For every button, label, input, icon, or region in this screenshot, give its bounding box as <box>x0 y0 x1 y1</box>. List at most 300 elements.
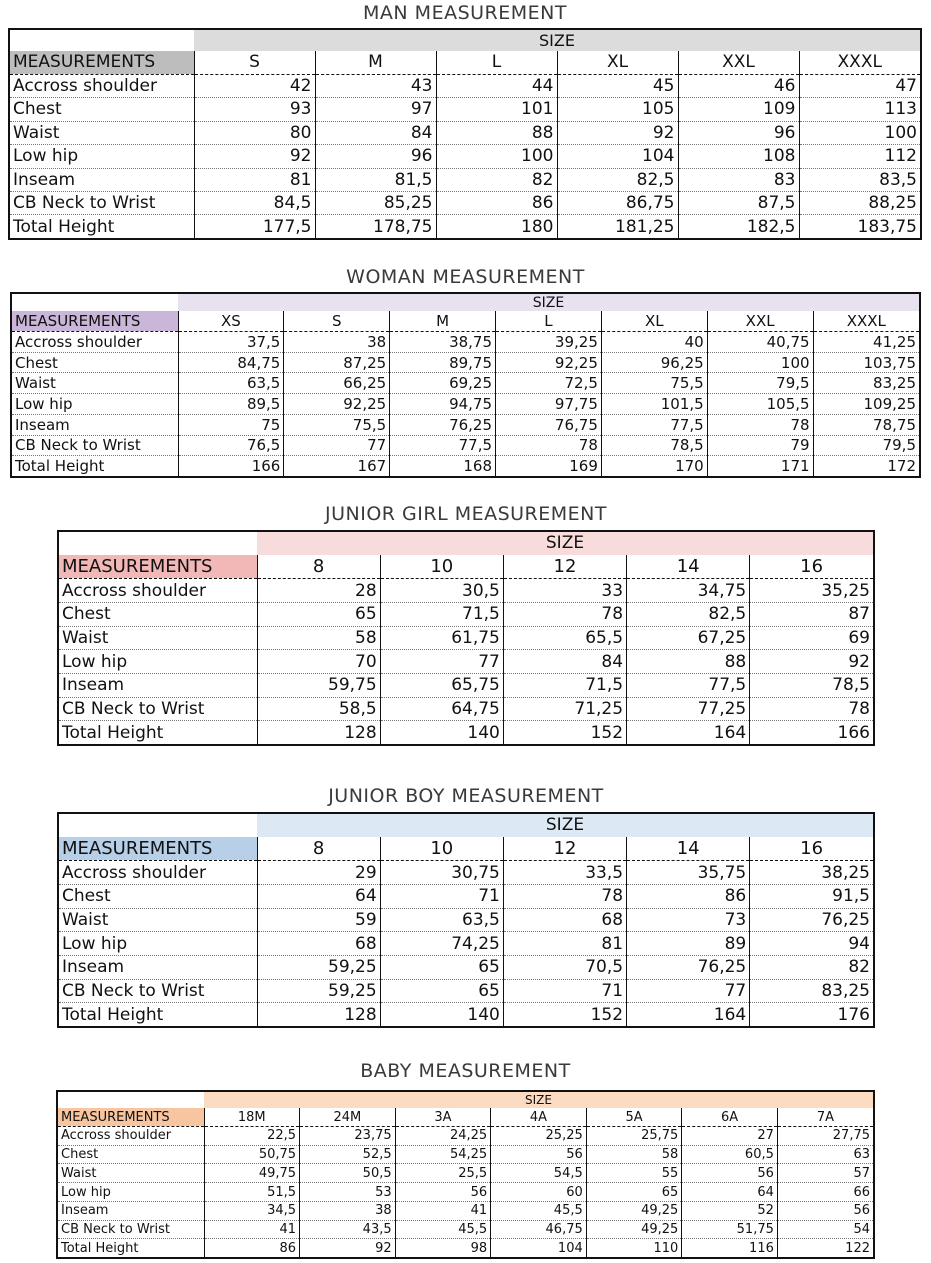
row-label: Low hip <box>59 650 257 674</box>
measurement-grid <box>59 532 873 744</box>
value-cell: 77 <box>627 979 750 1003</box>
value-cell: 104 <box>557 145 678 168</box>
table-row <box>10 192 920 215</box>
table-row <box>59 932 873 956</box>
row-label: Total Height <box>13 216 115 237</box>
size-band-row <box>10 30 920 51</box>
value-cell: 92 <box>300 1239 396 1257</box>
value-cell: 27 <box>682 1127 778 1146</box>
table-row <box>59 721 873 744</box>
size-header: 7A <box>777 1108 873 1126</box>
table-row <box>59 579 873 603</box>
value-cell: 79,5 <box>813 435 919 456</box>
measurement-grid <box>58 1092 873 1257</box>
value-cell: 92 <box>557 121 678 144</box>
value-cell: 55 <box>586 1164 682 1183</box>
value-cell: 152 <box>503 1003 626 1026</box>
section-title: WOMAN MEASUREMENT <box>346 266 585 288</box>
value-cell: 64,75 <box>380 697 503 721</box>
value-cell: 103,75 <box>813 352 919 373</box>
table-row <box>58 1145 873 1164</box>
value-cell: 44 <box>436 74 557 97</box>
value-cell: 92,25 <box>496 352 602 373</box>
section-title: BABY MEASUREMENT <box>360 1060 571 1082</box>
value-cell: 34,5 <box>204 1201 300 1220</box>
value-cell: 76,5 <box>178 435 284 456</box>
size-band-label: SIZE <box>257 532 873 555</box>
value-cell: 41,25 <box>813 332 919 353</box>
value-cell: 92 <box>194 145 315 168</box>
table-row <box>58 1183 873 1202</box>
size-chart-table <box>57 530 875 746</box>
blank-cell <box>59 814 257 837</box>
row-label: Inseam <box>58 1201 204 1220</box>
value-cell: 86 <box>204 1239 300 1257</box>
value-cell: 40,75 <box>707 332 813 353</box>
value-cell: 82,5 <box>627 602 750 626</box>
value-cell: 24,25 <box>395 1127 491 1146</box>
row-label: Waist <box>10 121 194 144</box>
size-header: L <box>436 51 557 74</box>
value-cell: 65 <box>380 955 503 979</box>
value-cell: 77 <box>380 650 503 674</box>
value-cell: 28 <box>257 579 380 603</box>
section-woman <box>10 266 921 478</box>
table-row <box>12 352 919 373</box>
value-cell: 97,75 <box>496 394 602 415</box>
header-row <box>59 555 873 579</box>
header-row <box>59 837 873 861</box>
value-cell: 81,5 <box>315 168 436 191</box>
value-cell: 100 <box>799 121 920 144</box>
table-row <box>12 394 919 415</box>
value-cell: 83 <box>678 168 799 191</box>
value-cell: 77,25 <box>627 697 750 721</box>
value-cell: 71 <box>503 979 626 1003</box>
value-cell: 76,75 <box>496 414 602 435</box>
value-cell: 35,25 <box>750 579 873 603</box>
value-cell: 64 <box>682 1183 778 1202</box>
value-cell: 58,5 <box>257 697 380 721</box>
value-cell: 68 <box>257 932 380 956</box>
value-cell: 43 <box>315 74 436 97</box>
value-cell: 22,5 <box>204 1127 300 1146</box>
value-cell: 35,75 <box>627 861 750 885</box>
size-header: XXL <box>707 311 813 331</box>
row-label: Waist <box>59 626 257 650</box>
size-header: 5A <box>586 1108 682 1126</box>
value-cell: 71,5 <box>503 673 626 697</box>
table-row <box>10 98 920 121</box>
value-cell: 78 <box>750 697 873 721</box>
value-cell: 47 <box>799 74 920 97</box>
value-cell: 87 <box>750 602 873 626</box>
size-header: XS <box>178 311 284 331</box>
value-cell: 92 <box>750 650 873 674</box>
row-label: CB Neck to Wrist <box>58 1220 204 1239</box>
size-header: 16 <box>750 555 873 579</box>
size-header: 14 <box>627 837 750 861</box>
size-header: XL <box>557 51 678 74</box>
size-band-label: SIZE <box>257 814 873 837</box>
value-cell: 50,5 <box>300 1164 396 1183</box>
value-cell: 41 <box>204 1220 300 1239</box>
value-cell: 71,5 <box>380 602 503 626</box>
size-band-row <box>59 814 873 837</box>
value-cell: 33 <box>503 579 626 603</box>
value-cell: 38 <box>300 1201 396 1220</box>
value-cell: 64 <box>257 884 380 908</box>
value-cell: 86,75 <box>557 192 678 215</box>
table-row <box>59 626 873 650</box>
value-cell: 38,25 <box>750 861 873 885</box>
header-row <box>58 1108 873 1126</box>
table-row <box>58 1201 873 1220</box>
value-cell: 37,5 <box>178 332 284 353</box>
row-label: Chest <box>59 602 257 626</box>
table-row <box>12 435 919 456</box>
value-cell: 78 <box>503 602 626 626</box>
value-cell: 65 <box>586 1183 682 1202</box>
value-cell: 49,25 <box>586 1220 682 1239</box>
value-cell: 84,75 <box>178 352 284 373</box>
value-cell: 152 <box>503 721 626 744</box>
measurements-header: MEASUREMENTS <box>59 555 257 579</box>
value-cell: 56 <box>395 1183 491 1202</box>
row-label: Accross shoulder <box>12 332 178 353</box>
value-cell: 100 <box>707 352 813 373</box>
value-cell: 183,75 <box>799 215 920 238</box>
row-label: Low hip <box>10 145 194 168</box>
value-cell: 164 <box>627 1003 750 1026</box>
row-label: Total Height <box>62 1004 164 1025</box>
value-cell: 77,5 <box>390 435 496 456</box>
value-cell: 176 <box>750 1003 873 1026</box>
value-cell: 23,75 <box>300 1127 396 1146</box>
value-cell: 50,75 <box>204 1145 300 1164</box>
value-cell: 60 <box>491 1183 587 1202</box>
table-row <box>58 1127 873 1146</box>
value-cell: 86 <box>436 192 557 215</box>
row-label: Inseam <box>10 168 194 191</box>
value-cell: 77,5 <box>601 414 707 435</box>
value-cell: 70,5 <box>503 955 626 979</box>
value-cell: 79 <box>707 435 813 456</box>
value-cell: 128 <box>257 1003 380 1026</box>
value-cell: 30,5 <box>380 579 503 603</box>
value-cell: 178,75 <box>315 215 436 238</box>
section-title: MAN MEASUREMENT <box>363 2 567 24</box>
value-cell: 108 <box>678 145 799 168</box>
value-cell: 79,5 <box>707 373 813 394</box>
value-cell: 54 <box>777 1220 873 1239</box>
value-cell: 42 <box>194 74 315 97</box>
row-label: Total Height <box>62 722 164 743</box>
value-cell: 27,75 <box>777 1127 873 1146</box>
row-label: Low hip <box>59 932 257 956</box>
value-cell: 84 <box>503 650 626 674</box>
size-chart-table <box>57 812 875 1028</box>
value-cell: 105,5 <box>707 394 813 415</box>
value-cell: 66,25 <box>284 373 390 394</box>
value-cell: 76,25 <box>390 414 496 435</box>
table-row <box>59 1003 873 1026</box>
value-cell: 52 <box>682 1201 778 1220</box>
value-cell: 101 <box>436 98 557 121</box>
value-cell: 46 <box>678 74 799 97</box>
size-header: S <box>194 51 315 74</box>
value-cell: 65,5 <box>503 626 626 650</box>
value-cell: 94,75 <box>390 394 496 415</box>
value-cell: 177,5 <box>194 215 315 238</box>
size-header: 8 <box>257 837 380 861</box>
value-cell: 54,5 <box>491 1164 587 1183</box>
value-cell: 30,75 <box>380 861 503 885</box>
value-cell: 75,5 <box>284 414 390 435</box>
value-cell: 69,25 <box>390 373 496 394</box>
section-man <box>8 2 922 240</box>
value-cell: 56 <box>491 1145 587 1164</box>
value-cell: 81 <box>194 168 315 191</box>
value-cell: 52,5 <box>300 1145 396 1164</box>
size-header: 10 <box>380 555 503 579</box>
value-cell: 83,5 <box>799 168 920 191</box>
table-row <box>12 373 919 394</box>
value-cell: 38 <box>284 332 390 353</box>
value-cell: 65,75 <box>380 673 503 697</box>
value-cell: 91,5 <box>750 884 873 908</box>
value-cell: 43,5 <box>300 1220 396 1239</box>
value-cell: 122 <box>777 1239 873 1257</box>
table-row <box>59 650 873 674</box>
size-chart-table <box>56 1090 875 1259</box>
row-label: Inseam <box>12 414 178 435</box>
row-label: Chest <box>10 98 194 121</box>
value-cell: 25,5 <box>395 1164 491 1183</box>
measurement-grid <box>59 814 873 1026</box>
size-chart-table <box>8 28 922 240</box>
value-cell: 98 <box>395 1239 491 1257</box>
value-cell: 75 <box>178 414 284 435</box>
size-header: 18M <box>204 1108 300 1126</box>
value-cell: 94 <box>750 932 873 956</box>
value-cell: 74,25 <box>380 932 503 956</box>
value-cell: 83,25 <box>813 373 919 394</box>
value-cell: 68 <box>503 908 626 932</box>
size-header: M <box>390 311 496 331</box>
value-cell: 72,5 <box>496 373 602 394</box>
value-cell: 70 <box>257 650 380 674</box>
row-label: Inseam <box>59 955 257 979</box>
section-junior-girl <box>57 503 875 746</box>
size-header: 16 <box>750 837 873 861</box>
table-row <box>59 955 873 979</box>
value-cell: 56 <box>777 1201 873 1220</box>
value-cell: 109 <box>678 98 799 121</box>
value-cell: 89,75 <box>390 352 496 373</box>
value-cell: 182,5 <box>678 215 799 238</box>
size-header: S <box>284 311 390 331</box>
row-label: Accross shoulder <box>59 861 257 885</box>
value-cell: 110 <box>586 1239 682 1257</box>
size-header: M <box>315 51 436 74</box>
table-row <box>10 121 920 144</box>
value-cell: 41 <box>395 1201 491 1220</box>
value-cell: 40 <box>601 332 707 353</box>
row-label: Chest <box>12 352 178 373</box>
blank-cell <box>12 294 178 311</box>
value-cell: 113 <box>799 98 920 121</box>
value-cell: 65 <box>257 602 380 626</box>
value-cell: 109,25 <box>813 394 919 415</box>
table-row <box>10 215 920 238</box>
measurements-header: MEASUREMENTS <box>58 1108 204 1126</box>
measurement-grid <box>10 30 920 238</box>
table-row <box>58 1239 873 1257</box>
size-band-label: SIZE <box>204 1092 873 1108</box>
row-label: Total Height <box>15 457 105 476</box>
table-row <box>58 1220 873 1239</box>
row-label: Chest <box>58 1145 204 1164</box>
table-row <box>59 908 873 932</box>
value-cell: 82,5 <box>557 168 678 191</box>
value-cell: 63,5 <box>380 908 503 932</box>
value-cell: 88 <box>436 121 557 144</box>
row-label: Inseam <box>59 673 257 697</box>
value-cell: 88,25 <box>799 192 920 215</box>
value-cell: 46,75 <box>491 1220 587 1239</box>
value-cell: 45,5 <box>395 1220 491 1239</box>
value-cell: 69 <box>750 626 873 650</box>
value-cell: 84 <box>315 121 436 144</box>
value-cell: 54,25 <box>395 1145 491 1164</box>
size-header: 12 <box>503 555 626 579</box>
value-cell: 168 <box>390 456 496 476</box>
value-cell: 96,25 <box>601 352 707 373</box>
value-cell: 169 <box>496 456 602 476</box>
size-header: 10 <box>380 837 503 861</box>
value-cell: 61,75 <box>380 626 503 650</box>
value-cell: 88 <box>627 650 750 674</box>
table-row <box>12 332 919 353</box>
value-cell: 97 <box>315 98 436 121</box>
table-row <box>12 456 919 476</box>
value-cell: 128 <box>257 721 380 744</box>
value-cell: 39,25 <box>496 332 602 353</box>
value-cell: 76,25 <box>750 908 873 932</box>
section-title: JUNIOR BOY MEASUREMENT <box>328 785 604 807</box>
value-cell: 170 <box>601 456 707 476</box>
table-row <box>59 697 873 721</box>
value-cell: 92,25 <box>284 394 390 415</box>
value-cell: 82 <box>436 168 557 191</box>
value-cell: 45 <box>557 74 678 97</box>
value-cell: 63 <box>777 1145 873 1164</box>
section-baby <box>56 1060 875 1259</box>
value-cell: 101,5 <box>601 394 707 415</box>
value-cell: 49,25 <box>586 1201 682 1220</box>
value-cell: 181,25 <box>557 215 678 238</box>
value-cell: 78,75 <box>813 414 919 435</box>
measurements-header: MEASUREMENTS <box>10 51 194 74</box>
value-cell: 166 <box>750 721 873 744</box>
value-cell: 59,25 <box>257 979 380 1003</box>
value-cell: 58 <box>586 1145 682 1164</box>
value-cell: 75,5 <box>601 373 707 394</box>
value-cell: 76,25 <box>627 955 750 979</box>
value-cell: 87,25 <box>284 352 390 373</box>
table-row <box>59 861 873 885</box>
value-cell: 86 <box>627 884 750 908</box>
value-cell: 96 <box>315 145 436 168</box>
value-cell: 53 <box>300 1183 396 1202</box>
value-cell: 56 <box>682 1164 778 1183</box>
value-cell: 80 <box>194 121 315 144</box>
row-label: Accross shoulder <box>58 1127 204 1146</box>
size-header: 8 <box>257 555 380 579</box>
value-cell: 78 <box>496 435 602 456</box>
value-cell: 71 <box>380 884 503 908</box>
size-band-label: SIZE <box>178 294 919 311</box>
value-cell: 25,75 <box>586 1127 682 1146</box>
value-cell: 78,5 <box>601 435 707 456</box>
value-cell: 59,25 <box>257 955 380 979</box>
value-cell: 166 <box>178 456 284 476</box>
value-cell: 65 <box>380 979 503 1003</box>
value-cell: 33,5 <box>503 861 626 885</box>
row-label: Accross shoulder <box>59 579 257 603</box>
value-cell: 81 <box>503 932 626 956</box>
table-row <box>58 1164 873 1183</box>
value-cell: 167 <box>284 456 390 476</box>
size-band-row <box>12 294 919 311</box>
row-label: Low hip <box>12 394 178 415</box>
header-row <box>12 311 919 331</box>
value-cell: 78 <box>707 414 813 435</box>
value-cell: 96 <box>678 121 799 144</box>
value-cell: 180 <box>436 215 557 238</box>
value-cell: 85,25 <box>315 192 436 215</box>
size-chart-table <box>10 292 921 478</box>
value-cell: 140 <box>380 1003 503 1026</box>
value-cell: 172 <box>813 456 919 476</box>
section-title: JUNIOR GIRL MEASUREMENT <box>325 503 607 525</box>
blank-cell <box>10 30 194 51</box>
value-cell: 49,75 <box>204 1164 300 1183</box>
row-label: Chest <box>59 884 257 908</box>
value-cell: 60,5 <box>682 1145 778 1164</box>
size-header: XXXL <box>799 51 920 74</box>
row-label: Total Height <box>61 1240 139 1256</box>
value-cell: 89 <box>627 932 750 956</box>
value-cell: 93 <box>194 98 315 121</box>
measurements-header: MEASUREMENTS <box>59 837 257 861</box>
value-cell: 82 <box>750 955 873 979</box>
measurement-grid <box>12 294 919 476</box>
value-cell: 105 <box>557 98 678 121</box>
value-cell: 171 <box>707 456 813 476</box>
row-label: CB Neck to Wrist <box>12 435 178 456</box>
value-cell: 57 <box>777 1164 873 1183</box>
row-label: CB Neck to Wrist <box>59 979 257 1003</box>
size-header: XXL <box>678 51 799 74</box>
blank-cell <box>59 532 257 555</box>
value-cell: 83,25 <box>750 979 873 1003</box>
size-band-row <box>58 1092 873 1108</box>
value-cell: 34,75 <box>627 579 750 603</box>
row-label: CB Neck to Wrist <box>59 697 257 721</box>
measurements-header: MEASUREMENTS <box>12 311 178 331</box>
